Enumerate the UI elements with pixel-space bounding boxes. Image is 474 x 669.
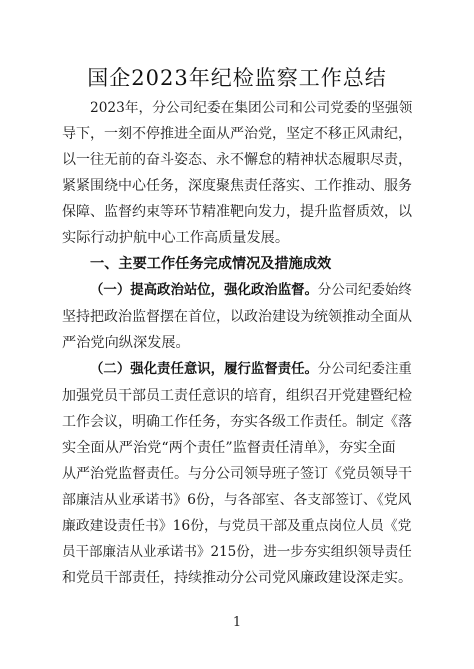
subsection-2-line: 员干部廉洁从业承诺书》215份，进一步夯实组织领导责任 [62,544,412,560]
subsection-1-line: 严治党向纵深发展。 [62,335,190,351]
subsection-2-line: 从严治党监督责任。与分公司领导班子签订《党员领导干 [62,466,412,482]
subsection-2-heading: （二）强化责任意识，履行监督责任。 [90,362,318,377]
subsection-2-line: 廉政建设责任书》16份，与党员干部及重点岗位人员《党 [62,518,412,534]
subsection-1-heading: （一）提高政治站位，强化政治监督。 [90,283,318,298]
subsection-1-line: 坚持把政治监督摆在首位，以政治建设为统领推动全面从 [62,309,412,325]
subsection-2-text: 分公司纪委注重 [317,362,412,377]
intro-line-4: 紧紧围绕中心任务，深度聚焦责任落实、工作推动、服务 [62,178,412,194]
document-title: 国企2023年纪检监察工作总结 [87,66,387,90]
intro-line-6: 实际行动护航中心工作高质量发展。 [62,230,290,246]
intro-line-2: 导下，一刻不停推进全面从严治党，坚定不移正风肃纪， [62,126,412,142]
subsection-1-first-line [90,283,412,299]
subsection-2-line: 实全面从严治党“两个责任”监督责任清单》，夯实全面 [62,440,396,456]
subsection-1-text: 分公司纪委始终 [317,283,412,298]
subsection-2-line: 部廉洁从业承诺书》6份，与各部室、各支部签订、《党风 [62,492,412,508]
subsection-2-line: 工作会议，明确工作任务，夯实各级工作责任。制定《落 [62,414,412,430]
subsection-2-first-line [90,362,412,378]
section-heading: 一、主要工作任务完成情况及措施成效 [90,256,332,272]
subsection-2-line: 和党员干部责任，持续推动分公司党风廉政建设深走实。 [62,570,412,586]
intro-line-3: 以一往无前的奋斗姿态、永不懈怠的精神状态履职尽责， [62,152,412,168]
page-number: 1 [232,615,242,630]
intro-line-5: 保障、监督约束等环节精准靶向发力，提升监督质效，以 [62,204,412,220]
subsection-2-line: 加强党员干部员工责任意识的培育，组织召开党建暨纪检 [62,388,412,404]
intro-line-1: 2023年，分公司纪委在集团公司和公司党委的坚强领 [90,100,413,116]
